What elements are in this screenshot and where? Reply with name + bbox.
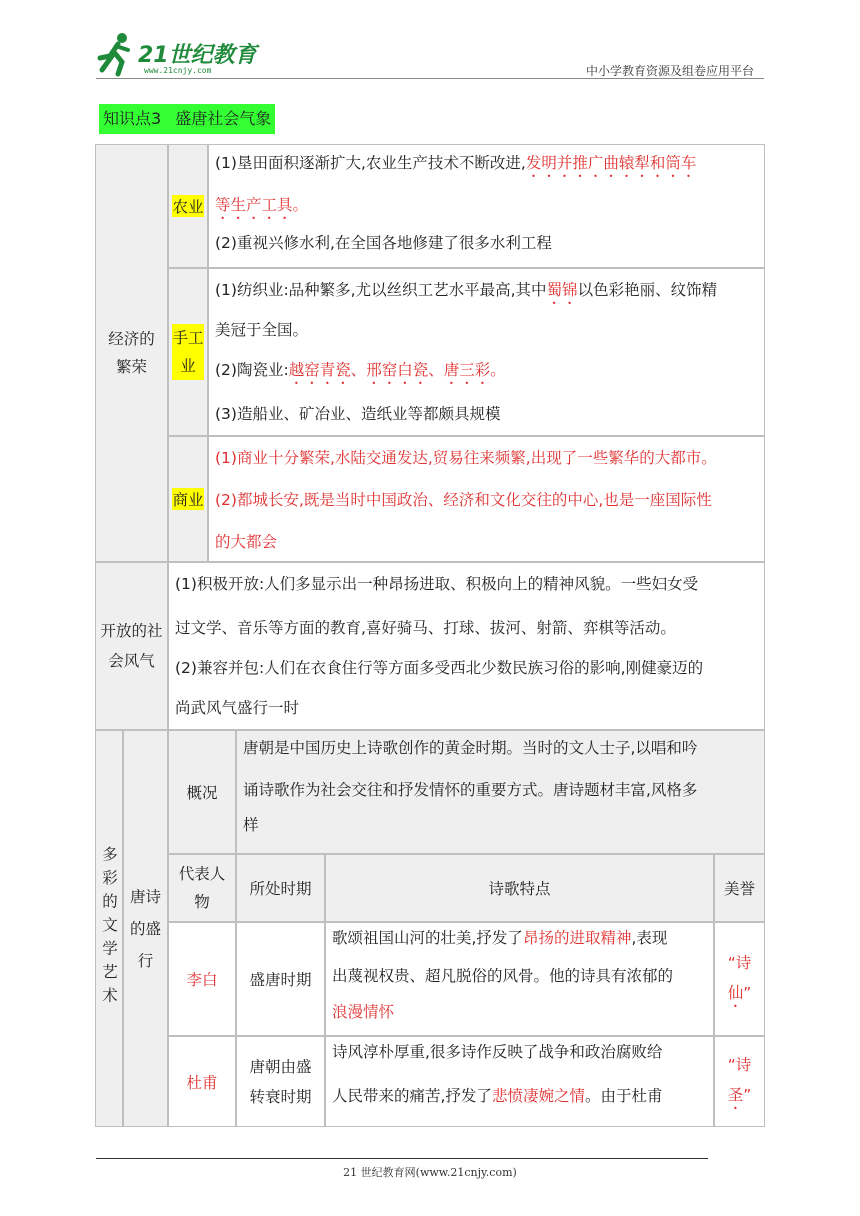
libai-title-line2: 仙” (727, 983, 752, 1002)
commerce-label-cell (168, 436, 208, 562)
handicraft-line2: 美冠于全国。 (215, 321, 309, 339)
dufu-period-line1: 唐朝由盛 (249, 1057, 312, 1076)
handicraft-label-cell (168, 268, 208, 436)
dufu-f2-tail: 。由于杜甫 (584, 1087, 663, 1105)
handicraft-content-cell (208, 268, 765, 436)
handicraft-label-line1: 手工 (172, 329, 204, 347)
header-title: 美誉 (723, 880, 755, 898)
tang-poetry-label-cell (123, 730, 168, 1127)
overview-label-cell (168, 730, 236, 854)
handicraft-line4: (3)造船业、矿冶业、造纸业等都颇具规模 (215, 405, 501, 423)
openness-content-cell (168, 562, 765, 730)
runner-logo-icon (96, 32, 136, 78)
agriculture-line3: (2)重视兴修水利,在全国各地修建了很多水利工程 (215, 234, 552, 252)
header-divider (96, 78, 764, 79)
header-person-line2: 物 (194, 893, 210, 911)
libai-f1-tail: ,表现 (631, 929, 668, 947)
libai-period-cell (236, 922, 325, 1036)
handicraft-line3-text: (2)陶瓷业: (215, 361, 289, 379)
agriculture-line1-red: 发明并推广曲辕犁和筒车 (525, 154, 697, 172)
economy-label-cell (95, 144, 168, 562)
handicraft-line3-red: 越窑青瓷、邢窑白瓷、唐三彩。 (288, 361, 506, 379)
dufu-features-line1: 诗风淳朴厚重,很多诗作反映了战争和政治腐败给 (332, 1043, 663, 1061)
dufu-title-line1: “诗 (727, 1056, 752, 1074)
economy-label-line2: 繁荣 (115, 358, 147, 376)
section-name: 盛唐社会气象 (175, 109, 272, 128)
dufu-title-cell (714, 1036, 765, 1127)
openness-line2: 过文学、音乐等方面的教育,喜好骑马、打球、拔河、射箭、弈棋等活动。 (175, 619, 676, 637)
libai-name: 李白 (186, 971, 218, 989)
libai-title-cell (714, 922, 765, 1036)
commerce-line3: 的大都会 (215, 533, 278, 551)
dufu-f2-red: 悲愤凄婉之情 (491, 1087, 585, 1105)
openness-label-line1: 开放的社 (100, 622, 163, 640)
agriculture-line2: 等生产工具。 (215, 196, 309, 214)
header-title-cell (714, 854, 765, 922)
libai-features-line3: 浪漫情怀 (332, 1003, 395, 1021)
libai-features-line1 (332, 919, 667, 957)
libai-f1-red: 昂扬的进取精神 (522, 929, 632, 947)
openness-label-line2: 会风气 (108, 652, 155, 670)
openness-line4: 尚武风气盛行一时 (175, 699, 300, 717)
openness-line3: (2)兼容并包:人们在衣食住行等方面多受西北少数民族习俗的影响,刚健豪迈的 (175, 659, 704, 677)
handicraft-line1 (215, 269, 717, 311)
dufu-name-cell (168, 1036, 236, 1127)
commerce-line1: (1)商业十分繁荣,水陆交通发达,贸易往来频繁,出现了一些繁华的大都市。 (215, 449, 717, 467)
commerce-content-cell (208, 436, 765, 562)
agriculture-line1 (215, 142, 696, 184)
libai-features-line2: 出蔑视权贵、超凡脱俗的风骨。他的诗具有浓郁的 (332, 967, 674, 985)
overview-label: 概况 (186, 784, 218, 802)
libai-features-cell (325, 922, 714, 1036)
dufu-features-line2 (332, 1077, 662, 1115)
agriculture-label-cell (168, 144, 208, 268)
dufu-title-line2: 圣” (727, 1086, 752, 1104)
header-features-cell (325, 854, 714, 922)
dufu-name: 杜甫 (186, 1073, 218, 1092)
tang-poetry-label: 唐诗的盛行 (129, 887, 161, 970)
agriculture-line1-text: (1)垦田面积逐渐扩大,农业生产技术不断改进, (215, 154, 526, 172)
libai-period: 盛唐时期 (249, 971, 312, 989)
dufu-period-cell (236, 1036, 325, 1127)
footer-text: 21 世纪教育网(www.21cnjy.com) (343, 1166, 517, 1179)
commerce-label: 商业 (172, 488, 203, 510)
commerce-line2: (2)都城长安,既是当时中国政治、经济和文化交往的中心,也是一座国际性 (215, 491, 712, 509)
overview-content-cell (236, 730, 765, 854)
handicraft-label-line2: 业 (180, 357, 196, 375)
dufu-period-line2: 转衰时期 (249, 1087, 312, 1106)
agriculture-label: 农业 (172, 195, 203, 217)
dufu-features-cell (325, 1036, 714, 1127)
platform-name: 中小学教育资源及组卷应用平台 (585, 64, 754, 78)
handicraft-line3 (215, 349, 506, 391)
handicraft-line1-text: (1)纺织业:品种繁多,尤以丝织工艺水平最高,其中 (215, 281, 547, 299)
overview-line3: 样 (243, 816, 259, 834)
libai-name-cell (168, 922, 236, 1036)
dufu-f2-text: 人民带来的痛苦,抒发了 (332, 1087, 492, 1105)
knowledge-table (95, 144, 765, 1127)
literature-label: 多彩的文学艺术 (100, 846, 118, 1011)
footer-divider (96, 1158, 708, 1159)
logo-url: www.21cnjy.com (144, 66, 212, 75)
handicraft-line1-tail: 以色彩艳丽、纹饰精 (577, 281, 718, 299)
header-person-line1: 代表人 (178, 865, 226, 883)
libai-f1-text: 歌颂祖国山河的壮美,抒发了 (332, 929, 523, 947)
header-person-cell (168, 854, 236, 922)
openness-label-cell (95, 562, 168, 730)
header-features: 诗歌特点 (488, 880, 551, 898)
handicraft-line1-red: 蜀锦 (546, 281, 578, 299)
section-number: 知识点3 (103, 109, 162, 128)
openness-line1: (1)积极开放:人们多显示出一种昂扬进取、积极向上的精神风貌。一些妇女受 (175, 575, 699, 593)
overview-line2: 诵诗歌作为社会交往和抒发情怀的重要方式。唐诗题材丰富,风格多 (243, 781, 698, 799)
economy-label-line1: 经济的 (108, 330, 155, 348)
header-period: 所处时期 (249, 880, 312, 898)
literature-label-cell (95, 730, 123, 1127)
agriculture-content-cell (208, 144, 765, 268)
header-period-cell (236, 854, 325, 922)
overview-line1: 唐朝是中国历史上诗歌创作的黄金时期。当时的文人士子,以唱和吟 (243, 739, 698, 757)
logo-text: 21世纪教育 (138, 43, 257, 68)
libai-title-line1: “诗 (727, 953, 752, 972)
section-title (99, 104, 275, 134)
site-logo (96, 30, 266, 80)
